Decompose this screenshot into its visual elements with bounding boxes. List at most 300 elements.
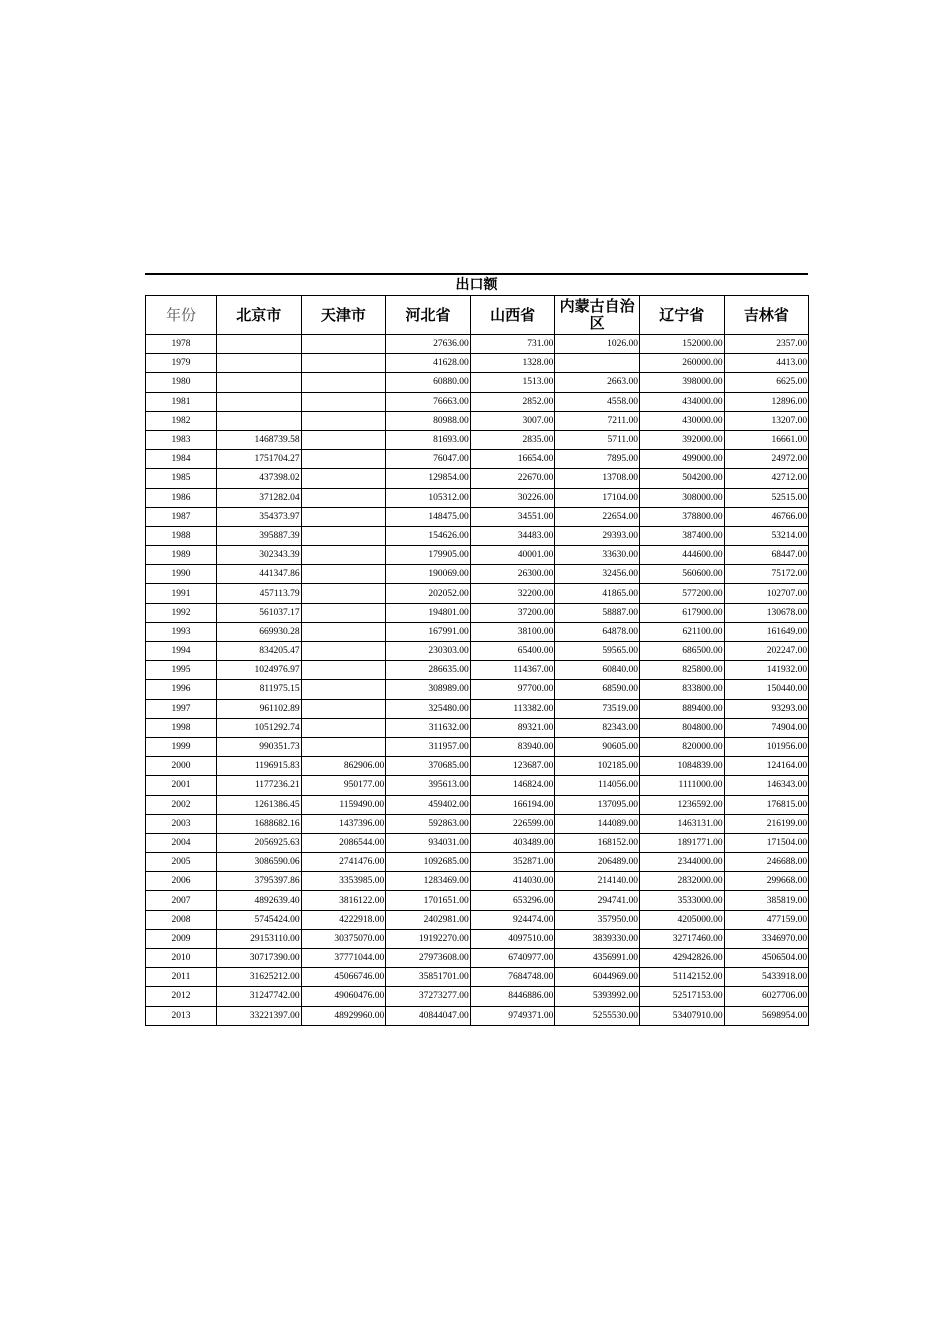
value-cell: 60880.00 [386, 373, 471, 392]
value-cell: 32200.00 [470, 584, 555, 603]
table-row [146, 910, 809, 929]
column-header-inner-mongolia: 内蒙古自治区 [555, 296, 640, 335]
table-row [146, 488, 809, 507]
value-cell: 13708.00 [555, 469, 640, 488]
value-cell: 325480.00 [386, 699, 471, 718]
value-cell: 2344000.00 [639, 853, 724, 872]
year-cell: 1981 [146, 392, 217, 411]
value-cell: 352871.00 [470, 853, 555, 872]
value-cell: 477159.00 [724, 910, 809, 929]
year-cell: 2009 [146, 929, 217, 948]
value-cell: 371282.04 [217, 488, 302, 507]
value-cell: 3795397.86 [217, 872, 302, 891]
value-cell: 226599.00 [470, 814, 555, 833]
value-cell: 102185.00 [555, 757, 640, 776]
value-cell: 93293.00 [724, 699, 809, 718]
value-cell: 148475.00 [386, 507, 471, 526]
value-cell: 114056.00 [555, 776, 640, 795]
value-cell: 4222918.00 [301, 910, 386, 929]
value-cell [301, 546, 386, 565]
value-cell: 27636.00 [386, 335, 471, 354]
year-cell: 1996 [146, 680, 217, 699]
value-cell: 5255530.00 [555, 1006, 640, 1025]
value-cell [217, 411, 302, 430]
value-cell: 76663.00 [386, 392, 471, 411]
value-cell: 4506504.00 [724, 949, 809, 968]
value-cell: 2056925.63 [217, 833, 302, 852]
year-cell: 2007 [146, 891, 217, 910]
value-cell: 1328.00 [470, 354, 555, 373]
value-cell: 12896.00 [724, 392, 809, 411]
table-row [146, 1006, 809, 1025]
value-cell: 387400.00 [639, 526, 724, 545]
value-cell: 1701651.00 [386, 891, 471, 910]
table-row [146, 603, 809, 622]
year-cell: 2012 [146, 987, 217, 1006]
year-cell: 2003 [146, 814, 217, 833]
year-cell: 1986 [146, 488, 217, 507]
value-cell: 1236592.00 [639, 795, 724, 814]
value-cell: 16654.00 [470, 450, 555, 469]
value-cell [217, 373, 302, 392]
table-row [146, 565, 809, 584]
value-cell: 311957.00 [386, 737, 471, 756]
export-table [145, 295, 809, 1026]
column-header-liaoning: 辽宁省 [639, 296, 724, 335]
value-cell: 1084839.00 [639, 757, 724, 776]
value-cell: 577200.00 [639, 584, 724, 603]
value-cell: 113382.00 [470, 699, 555, 718]
value-cell [301, 718, 386, 737]
year-cell: 1988 [146, 526, 217, 545]
value-cell: 686500.00 [639, 642, 724, 661]
value-cell: 206489.00 [555, 853, 640, 872]
year-cell: 1979 [146, 354, 217, 373]
value-cell: 804800.00 [639, 718, 724, 737]
value-cell: 4356991.00 [555, 949, 640, 968]
value-cell [301, 392, 386, 411]
year-cell: 2011 [146, 968, 217, 987]
value-cell: 385819.00 [724, 891, 809, 910]
value-cell: 6044969.00 [555, 968, 640, 987]
value-cell: 1026.00 [555, 335, 640, 354]
table-row [146, 661, 809, 680]
table-row [146, 699, 809, 718]
year-cell: 2005 [146, 853, 217, 872]
table-row [146, 872, 809, 891]
value-cell: 73519.00 [555, 699, 640, 718]
value-cell: 167991.00 [386, 622, 471, 641]
table-row [146, 987, 809, 1006]
value-cell: 5433918.00 [724, 968, 809, 987]
value-cell: 357950.00 [555, 910, 640, 929]
column-header-beijing: 北京市 [217, 296, 302, 335]
value-cell: 41628.00 [386, 354, 471, 373]
column-header-shanxi: 山西省 [470, 296, 555, 335]
value-cell: 68447.00 [724, 546, 809, 565]
value-cell: 1111000.00 [639, 776, 724, 795]
value-cell: 398000.00 [639, 373, 724, 392]
column-header-hebei: 河北省 [386, 296, 471, 335]
table-row [146, 891, 809, 910]
value-cell: 4413.00 [724, 354, 809, 373]
value-cell [301, 507, 386, 526]
value-cell: 22654.00 [555, 507, 640, 526]
value-cell: 30717390.00 [217, 949, 302, 968]
value-cell: 22670.00 [470, 469, 555, 488]
value-cell: 29153110.00 [217, 929, 302, 948]
value-cell: 154626.00 [386, 526, 471, 545]
value-cell: 171504.00 [724, 833, 809, 852]
value-cell: 81693.00 [386, 430, 471, 449]
value-cell: 89321.00 [470, 718, 555, 737]
table-row [146, 469, 809, 488]
value-cell: 74904.00 [724, 718, 809, 737]
value-cell: 299668.00 [724, 872, 809, 891]
value-cell: 5698954.00 [724, 1006, 809, 1025]
value-cell: 216199.00 [724, 814, 809, 833]
year-cell: 1987 [146, 507, 217, 526]
value-cell: 1688682.16 [217, 814, 302, 833]
value-cell: 83940.00 [470, 737, 555, 756]
value-cell: 65400.00 [470, 642, 555, 661]
value-cell: 32456.00 [555, 565, 640, 584]
value-cell: 230303.00 [386, 642, 471, 661]
value-cell: 16661.00 [724, 430, 809, 449]
value-cell: 1051292.74 [217, 718, 302, 737]
value-cell: 24972.00 [724, 450, 809, 469]
value-cell: 190069.00 [386, 565, 471, 584]
value-cell: 9749371.00 [470, 1006, 555, 1025]
value-cell: 4097510.00 [470, 929, 555, 948]
sheet-title: 出口额 [145, 273, 808, 295]
value-cell: 260000.00 [639, 354, 724, 373]
table-row [146, 737, 809, 756]
value-cell: 444600.00 [639, 546, 724, 565]
value-cell: 354373.97 [217, 507, 302, 526]
value-cell: 38100.00 [470, 622, 555, 641]
value-cell: 141932.00 [724, 661, 809, 680]
value-cell: 3533000.00 [639, 891, 724, 910]
value-cell: 52517153.00 [639, 987, 724, 1006]
value-cell [301, 680, 386, 699]
value-cell: 2852.00 [470, 392, 555, 411]
value-cell: 434000.00 [639, 392, 724, 411]
value-cell: 504200.00 [639, 469, 724, 488]
value-cell: 129854.00 [386, 469, 471, 488]
column-header-jilin: 吉林省 [724, 296, 809, 335]
value-cell: 990351.73 [217, 737, 302, 756]
value-cell: 2835.00 [470, 430, 555, 449]
value-cell: 961102.89 [217, 699, 302, 718]
value-cell: 395887.39 [217, 526, 302, 545]
value-cell: 5711.00 [555, 430, 640, 449]
value-cell [217, 335, 302, 354]
year-cell: 2001 [146, 776, 217, 795]
table-row [146, 968, 809, 987]
value-cell: 457113.79 [217, 584, 302, 603]
table-body [146, 335, 809, 1026]
table-row [146, 814, 809, 833]
value-cell: 27973608.00 [386, 949, 471, 968]
value-cell: 617900.00 [639, 603, 724, 622]
year-cell: 1978 [146, 335, 217, 354]
value-cell: 48929960.00 [301, 1006, 386, 1025]
value-cell: 150440.00 [724, 680, 809, 699]
value-cell: 950177.00 [301, 776, 386, 795]
value-cell: 8446886.00 [470, 987, 555, 1006]
value-cell [301, 584, 386, 603]
value-cell [301, 373, 386, 392]
value-cell: 19192270.00 [386, 929, 471, 948]
table-row [146, 546, 809, 565]
value-cell: 37273277.00 [386, 987, 471, 1006]
value-cell: 1159490.00 [301, 795, 386, 814]
value-cell: 430000.00 [639, 411, 724, 430]
value-cell: 146824.00 [470, 776, 555, 795]
year-cell: 1997 [146, 699, 217, 718]
value-cell: 4205000.00 [639, 910, 724, 929]
table-row [146, 853, 809, 872]
table-row [146, 507, 809, 526]
value-cell: 499000.00 [639, 450, 724, 469]
value-cell: 82343.00 [555, 718, 640, 737]
value-cell: 176815.00 [724, 795, 809, 814]
value-cell: 731.00 [470, 335, 555, 354]
table-row [146, 335, 809, 354]
value-cell: 40844047.00 [386, 1006, 471, 1025]
value-cell: 179905.00 [386, 546, 471, 565]
value-cell: 102707.00 [724, 584, 809, 603]
value-cell: 2832000.00 [639, 872, 724, 891]
value-cell: 1261386.45 [217, 795, 302, 814]
year-cell: 1985 [146, 469, 217, 488]
value-cell: 123687.00 [470, 757, 555, 776]
value-cell: 137095.00 [555, 795, 640, 814]
value-cell: 42942826.00 [639, 949, 724, 968]
value-cell: 308000.00 [639, 488, 724, 507]
year-cell: 2006 [146, 872, 217, 891]
year-cell: 1983 [146, 430, 217, 449]
value-cell: 37200.00 [470, 603, 555, 622]
year-cell: 1998 [146, 718, 217, 737]
value-cell: 1177236.21 [217, 776, 302, 795]
value-cell: 80988.00 [386, 411, 471, 430]
value-cell: 33221397.00 [217, 1006, 302, 1025]
table-row [146, 949, 809, 968]
value-cell: 437398.02 [217, 469, 302, 488]
value-cell: 214140.00 [555, 872, 640, 891]
table-row [146, 776, 809, 795]
value-cell: 621100.00 [639, 622, 724, 641]
value-cell: 1283469.00 [386, 872, 471, 891]
value-cell: 202247.00 [724, 642, 809, 661]
value-cell: 58887.00 [555, 603, 640, 622]
table-row [146, 450, 809, 469]
table-row [146, 795, 809, 814]
value-cell: 825800.00 [639, 661, 724, 680]
value-cell: 370685.00 [386, 757, 471, 776]
value-cell: 146343.00 [724, 776, 809, 795]
value-cell: 302343.39 [217, 546, 302, 565]
value-cell: 35851701.00 [386, 968, 471, 987]
value-cell: 26300.00 [470, 565, 555, 584]
value-cell: 2086544.00 [301, 833, 386, 852]
year-cell: 2000 [146, 757, 217, 776]
value-cell: 144089.00 [555, 814, 640, 833]
value-cell: 2402981.00 [386, 910, 471, 929]
value-cell [301, 335, 386, 354]
value-cell: 395613.00 [386, 776, 471, 795]
value-cell: 114367.00 [470, 661, 555, 680]
value-cell: 833800.00 [639, 680, 724, 699]
table-row [146, 430, 809, 449]
table-row [146, 392, 809, 411]
value-cell: 64878.00 [555, 622, 640, 641]
value-cell: 40001.00 [470, 546, 555, 565]
value-cell: 45066746.00 [301, 968, 386, 987]
table-row [146, 373, 809, 392]
value-cell: 37771044.00 [301, 949, 386, 968]
value-cell: 30226.00 [470, 488, 555, 507]
value-cell: 392000.00 [639, 430, 724, 449]
value-cell: 49060476.00 [301, 987, 386, 1006]
table-row [146, 757, 809, 776]
value-cell [301, 354, 386, 373]
value-cell: 59565.00 [555, 642, 640, 661]
column-header-year: 年份 [146, 296, 217, 335]
value-cell: 5393992.00 [555, 987, 640, 1006]
value-cell: 414030.00 [470, 872, 555, 891]
value-cell: 51142152.00 [639, 968, 724, 987]
value-cell: 7211.00 [555, 411, 640, 430]
value-cell [301, 603, 386, 622]
value-cell: 6625.00 [724, 373, 809, 392]
value-cell [301, 450, 386, 469]
year-cell: 1995 [146, 661, 217, 680]
table-row [146, 833, 809, 852]
value-cell: 561037.17 [217, 603, 302, 622]
value-cell [217, 354, 302, 373]
value-cell [301, 699, 386, 718]
value-cell: 76047.00 [386, 450, 471, 469]
value-cell: 653296.00 [470, 891, 555, 910]
value-cell [301, 469, 386, 488]
value-cell: 101956.00 [724, 737, 809, 756]
value-cell: 459402.00 [386, 795, 471, 814]
year-cell: 1984 [146, 450, 217, 469]
table-row [146, 718, 809, 737]
value-cell: 17104.00 [555, 488, 640, 507]
table-row [146, 929, 809, 948]
value-cell: 34551.00 [470, 507, 555, 526]
value-cell: 811975.15 [217, 680, 302, 699]
value-cell: 3346970.00 [724, 929, 809, 948]
table-row [146, 622, 809, 641]
value-cell: 4558.00 [555, 392, 640, 411]
year-cell: 1990 [146, 565, 217, 584]
value-cell: 294741.00 [555, 891, 640, 910]
year-cell: 1991 [146, 584, 217, 603]
value-cell [301, 488, 386, 507]
value-cell: 820000.00 [639, 737, 724, 756]
value-cell: 924474.00 [470, 910, 555, 929]
table-row [146, 584, 809, 603]
value-cell: 124164.00 [724, 757, 809, 776]
value-cell: 53214.00 [724, 526, 809, 545]
value-cell: 592863.00 [386, 814, 471, 833]
value-cell [301, 411, 386, 430]
value-cell: 889400.00 [639, 699, 724, 718]
value-cell: 3839330.00 [555, 929, 640, 948]
year-cell: 1994 [146, 642, 217, 661]
value-cell: 560600.00 [639, 565, 724, 584]
year-cell: 1980 [146, 373, 217, 392]
year-cell: 1999 [146, 737, 217, 756]
value-cell: 834205.47 [217, 642, 302, 661]
value-cell: 29393.00 [555, 526, 640, 545]
value-cell [301, 430, 386, 449]
value-cell: 4892639.40 [217, 891, 302, 910]
table-row [146, 526, 809, 545]
value-cell: 2357.00 [724, 335, 809, 354]
year-cell: 2013 [146, 1006, 217, 1025]
value-cell: 168152.00 [555, 833, 640, 852]
year-cell: 1989 [146, 546, 217, 565]
header-row [146, 296, 809, 335]
value-cell: 2741476.00 [301, 853, 386, 872]
value-cell: 934031.00 [386, 833, 471, 852]
value-cell: 862906.00 [301, 757, 386, 776]
value-cell: 41865.00 [555, 584, 640, 603]
value-cell: 53407910.00 [639, 1006, 724, 1025]
value-cell [301, 737, 386, 756]
value-cell: 42712.00 [724, 469, 809, 488]
value-cell [217, 392, 302, 411]
value-cell: 46766.00 [724, 507, 809, 526]
value-cell: 30375070.00 [301, 929, 386, 948]
value-cell: 1024976.97 [217, 661, 302, 680]
table-row [146, 354, 809, 373]
value-cell: 1468739.58 [217, 430, 302, 449]
value-cell [555, 354, 640, 373]
value-cell: 1891771.00 [639, 833, 724, 852]
value-cell: 2663.00 [555, 373, 640, 392]
value-cell: 308989.00 [386, 680, 471, 699]
value-cell: 105312.00 [386, 488, 471, 507]
value-cell: 441347.86 [217, 565, 302, 584]
value-cell: 166194.00 [470, 795, 555, 814]
year-cell: 2008 [146, 910, 217, 929]
value-cell: 1196915.83 [217, 757, 302, 776]
table-row [146, 411, 809, 430]
value-cell: 90605.00 [555, 737, 640, 756]
year-cell: 1993 [146, 622, 217, 641]
export-sheet [145, 273, 808, 1026]
value-cell: 311632.00 [386, 718, 471, 737]
value-cell: 202052.00 [386, 584, 471, 603]
value-cell: 1513.00 [470, 373, 555, 392]
value-cell: 1751704.27 [217, 450, 302, 469]
table-row [146, 680, 809, 699]
value-cell: 31625212.00 [217, 968, 302, 987]
value-cell: 1437396.00 [301, 814, 386, 833]
table-row [146, 642, 809, 661]
year-cell: 2002 [146, 795, 217, 814]
value-cell: 130678.00 [724, 603, 809, 622]
value-cell [301, 565, 386, 584]
value-cell: 7684748.00 [470, 968, 555, 987]
